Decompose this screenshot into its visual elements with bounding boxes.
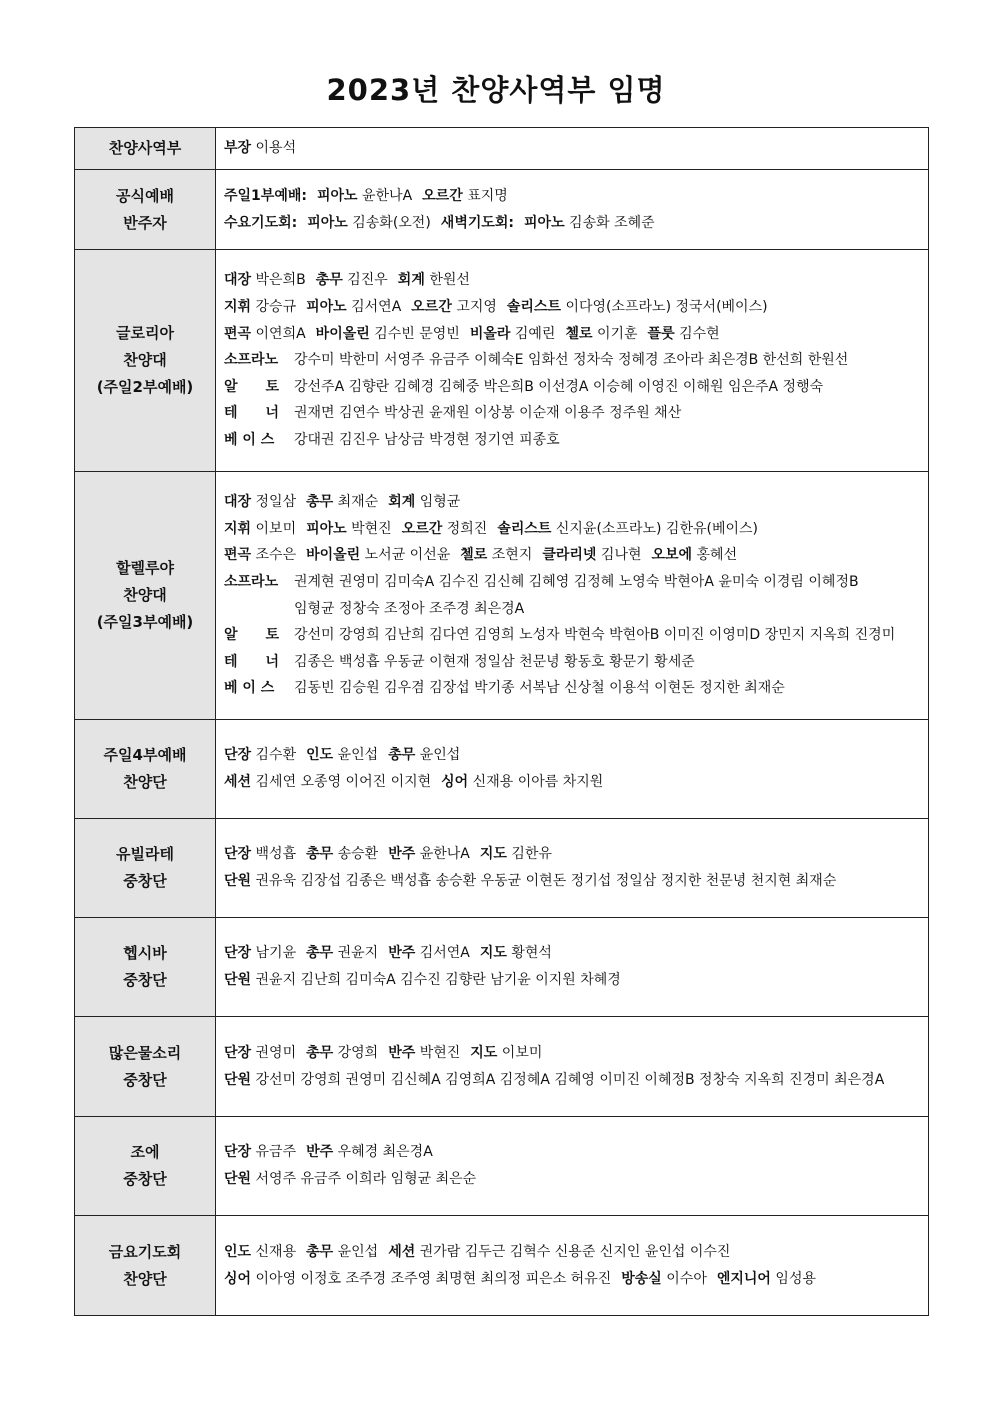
role-entry [441, 774, 603, 790]
section-label [75, 1216, 216, 1316]
role-entry [224, 846, 296, 862]
member-names: 이기훈 [596, 325, 638, 342]
part-line [224, 347, 928, 374]
member-names: 김수현 [679, 325, 720, 342]
member-names: 윤한나A [419, 846, 470, 863]
role-title: 클라리넷 [542, 547, 597, 564]
role-entry [224, 188, 307, 204]
section-content [216, 250, 929, 472]
role-entry [542, 547, 641, 563]
member-names: 김세연 오종영 이어진 이지현 [255, 774, 432, 790]
member-names: 우혜경 최은경A [337, 1144, 433, 1161]
role-title: 피아노 [307, 214, 348, 231]
member-names: 강선미 강영희 김난희 김다연 김영희 노성자 박현숙 박현아B 이미진 이영미D 장민지 지옥희 진경미 [294, 627, 896, 644]
member-names: 김예린 [514, 325, 556, 342]
roster-row [75, 1017, 929, 1117]
role-title: 오르간 [401, 520, 443, 537]
voice-part-label: 알 토 [224, 378, 280, 395]
section-label-line: 중창단 [123, 971, 167, 989]
member-names: 임성용 [775, 1270, 816, 1287]
member-names: 송승환 [337, 846, 379, 863]
section-label-line: 찬양단 [123, 773, 167, 791]
role-title: 오르간 [411, 299, 452, 316]
section-label-line: 중창단 [123, 1170, 167, 1188]
role-entry [388, 1045, 460, 1061]
role-title: 싱어 [224, 1270, 252, 1287]
role-title: 첼로 [460, 547, 488, 564]
role-title: 총무 [388, 747, 416, 764]
section-label-line: 글로리아 [116, 324, 174, 342]
roster-row [75, 720, 929, 819]
member-names: 강수미 박한미 서영주 유금주 이혜숙E 임화선 정차숙 정혜경 조아라 최은경B 한선희 한원선 [294, 352, 849, 369]
member-names: 이수아 [666, 1270, 707, 1287]
member-names: 강승규 [255, 299, 297, 316]
role-entry [224, 140, 296, 156]
voice-part-label: 베 이 스 [224, 431, 275, 448]
section-label [75, 720, 216, 819]
section-content [216, 1216, 929, 1316]
member-names: 김수환 [255, 747, 297, 764]
roster-body [75, 128, 929, 1316]
role-entry [306, 299, 401, 315]
role-entry [224, 972, 621, 988]
role-line [224, 321, 928, 348]
role-title: 인도 [224, 1243, 252, 1260]
role-line [224, 940, 928, 967]
section-label-line: 중창단 [123, 1070, 167, 1089]
member-names: 임형균 정창숙 조정아 조주경 최은경A [294, 600, 525, 617]
role-entry [497, 521, 758, 537]
role-entry [402, 521, 488, 537]
page-title: 2023년 찬양사역부 임명 [326, 73, 666, 107]
role-entry [441, 215, 514, 231]
role-title: 반주 [388, 945, 416, 962]
role-title: 피아노 [306, 299, 347, 316]
role-entry [507, 299, 768, 315]
role-line [224, 294, 928, 321]
role-entry [388, 846, 470, 862]
member-names: 신지윤(소프라노) 김한유(베이스) [555, 520, 758, 537]
role-title: 반주 [388, 1044, 416, 1061]
part-line [224, 675, 928, 702]
member-names: 이다영(소프라노) 정국서(베이스) [565, 299, 768, 316]
role-title: 첼로 [565, 325, 593, 342]
role-entry [470, 326, 556, 342]
role-entry [306, 547, 450, 563]
role-entry [388, 494, 460, 510]
voice-part-label: 테 너 [224, 405, 280, 422]
role-title: 솔리스트 [506, 299, 561, 316]
member-names: 이보미 [255, 520, 297, 537]
member-names: 이아영 이정호 조주경 조주영 최명현 최의정 피은소 허유진 [255, 1270, 612, 1287]
role-entry [224, 215, 297, 231]
role-line [224, 1239, 928, 1266]
part-line [224, 622, 928, 649]
role-entry [388, 945, 470, 961]
role-entry [652, 547, 738, 563]
member-names: 유금주 [255, 1144, 297, 1161]
member-names: 박현진 [351, 520, 392, 537]
role-entry [306, 747, 378, 763]
member-names: 김동빈 김승원 김우겸 김장섭 박기종 서복남 신상철 이용석 이현돈 정지한 최재순 [294, 680, 785, 697]
section-label-line: 헵시바 [123, 944, 167, 962]
role-title: 편곡 [224, 547, 252, 564]
role-entry [224, 774, 431, 790]
role-entry [460, 547, 532, 563]
ministry-roster-table [74, 127, 929, 1316]
role-entry [224, 1072, 884, 1088]
role-title: 총무 [306, 494, 334, 511]
role-title: 회계 [397, 272, 425, 289]
role-entry [524, 215, 655, 231]
role-entry [316, 272, 388, 288]
role-line [224, 967, 928, 994]
section-label-line: 금요기도회 [108, 1242, 182, 1261]
role-entry [306, 945, 378, 961]
role-entry [224, 1045, 296, 1061]
member-names: 조수은 [255, 547, 297, 564]
role-title: 단장 [224, 945, 252, 962]
member-names: 이연희A [255, 325, 306, 342]
role-line [224, 841, 928, 868]
role-entry [306, 1045, 378, 1061]
member-names: 권윤지 김난희 김미숙A 김수진 김향란 남기윤 이지원 차혜경 [255, 972, 621, 988]
role-entry [306, 846, 378, 862]
role-line [224, 183, 928, 210]
section-label-line: 찬양대 [123, 586, 167, 604]
section-label [75, 128, 216, 170]
voice-part-label: 알 토 [224, 627, 280, 644]
role-entry [621, 1271, 707, 1287]
section-label [75, 918, 216, 1017]
role-line [224, 1166, 928, 1193]
role-entry [224, 1271, 611, 1287]
section-label-line: 반주자 [123, 213, 167, 232]
part-line [224, 649, 928, 676]
role-entry [224, 521, 296, 537]
member-names: 한원선 [429, 272, 470, 289]
role-title: 단원 [224, 873, 252, 889]
roster-row [75, 472, 929, 720]
member-names: 윤인섭 [337, 1243, 379, 1260]
role-title: 주일1부예배: [224, 187, 307, 204]
role-entry [411, 299, 497, 315]
role-line [224, 1040, 928, 1067]
role-title: 단원 [224, 1171, 252, 1187]
member-names: 정일삼 [255, 494, 297, 511]
role-title: 새벽기도회: [440, 214, 515, 231]
role-entry [717, 1271, 816, 1287]
voice-part-label: 소프라노 [224, 352, 279, 369]
member-names: 김수빈 문영빈 [374, 325, 460, 342]
section-label [75, 1017, 216, 1117]
member-names: 권가람 김두근 김혁수 신용준 신지인 윤인섭 이수진 [419, 1243, 731, 1260]
member-names: 임형균 [419, 494, 461, 511]
role-line [224, 542, 928, 569]
role-entry [388, 747, 460, 763]
role-line [224, 489, 928, 516]
role-title: 총무 [306, 1044, 334, 1061]
member-names: 권유욱 김장섭 김종은 백성흡 송승환 우동균 이현돈 정기섭 정일삼 정지한 천문녕 천지현 최재순 [255, 873, 837, 889]
role-title: 솔리스트 [497, 520, 552, 537]
roster-row [75, 1117, 929, 1216]
role-title: 지도 [470, 1044, 498, 1061]
role-title: 인도 [306, 747, 334, 764]
role-entry [224, 1171, 476, 1187]
member-names: 홍혜선 [696, 547, 738, 564]
part-line [224, 400, 928, 427]
role-title: 바이올린 [315, 325, 370, 342]
role-entry [565, 326, 637, 342]
role-title: 방송실 [621, 1270, 662, 1287]
member-names: 권영미 [255, 1044, 297, 1061]
role-entry [224, 1244, 296, 1260]
role-line [224, 267, 928, 294]
member-names: 신재용 이아름 차지원 [472, 774, 604, 790]
part-line [224, 374, 928, 401]
role-title: 비올라 [469, 325, 511, 342]
member-names: 정희진 [446, 520, 488, 537]
section-label-line: 찬양사역부 [108, 139, 182, 157]
part-line [224, 569, 928, 596]
role-entry [316, 326, 460, 342]
role-title: 대장 [224, 272, 252, 289]
role-entry [388, 1244, 730, 1260]
member-names: 이용석 [255, 140, 297, 157]
section-label [75, 819, 216, 918]
roster-row [75, 170, 929, 250]
role-title: 총무 [315, 272, 343, 289]
role-title: 피아노 [316, 187, 358, 204]
role-line [224, 769, 928, 796]
member-names: 김서연A [351, 299, 402, 316]
role-title: 단원 [224, 972, 252, 988]
role-title: 총무 [306, 1243, 334, 1260]
role-line [224, 742, 928, 769]
role-line [224, 135, 928, 162]
member-names: 김송화(오전) [352, 214, 431, 231]
section-label-line: 찬양대 [123, 351, 167, 369]
role-title: 바이올린 [306, 547, 361, 564]
member-names: 김진우 [347, 272, 388, 289]
member-names: 강대권 김진우 남상금 박경현 정기연 피종호 [294, 431, 560, 448]
member-names: 윤인섭 [337, 747, 379, 764]
part-line [224, 596, 928, 623]
section-content [216, 720, 929, 819]
section-content [216, 128, 929, 170]
roster-row [75, 128, 929, 170]
section-content [216, 1017, 929, 1117]
role-title: 세션 [388, 1243, 416, 1260]
section-label-line: 주일4부예배 [103, 746, 187, 764]
role-title: 단장 [224, 846, 252, 863]
section-label-line: 유빌라테 [116, 845, 174, 863]
roster-row [75, 250, 929, 472]
section-content [216, 918, 929, 1017]
role-title: 편곡 [224, 325, 252, 342]
member-names: 권계현 권영미 김미숙A 김수진 김신혜 김혜영 김정혜 노영숙 박현아A 윤미숙 이경림 이혜정B [294, 573, 859, 590]
role-entry [317, 188, 412, 204]
member-names: 김종은 백성흡 우동균 이현재 정일삼 천문녕 황동호 황문기 황세준 [294, 653, 695, 670]
role-entry [422, 188, 508, 204]
section-content [216, 170, 929, 250]
role-entry [306, 1144, 433, 1160]
role-title: 지도 [479, 846, 507, 863]
member-names: 권재면 김연수 박상권 윤재원 이상봉 이순재 이용주 정주원 채산 [294, 405, 682, 422]
section-label-line: 중창단 [123, 872, 167, 890]
role-line [224, 1067, 928, 1094]
role-title: 총무 [306, 945, 334, 962]
role-entry [306, 494, 378, 510]
roster-row [75, 1216, 929, 1316]
role-entry [307, 215, 431, 231]
member-names: 이보미 [501, 1044, 543, 1061]
role-title: 엔지니어 [716, 1270, 771, 1287]
member-names: 강선미 강영희 권영미 김신혜A 김영희A 김정혜A 김혜영 이미진 이혜정B 정창숙 지옥희 진경미 최은경A [255, 1071, 885, 1088]
role-entry [224, 272, 306, 288]
member-names: 조현지 [491, 547, 533, 564]
role-entry [224, 747, 296, 763]
role-line [224, 516, 928, 543]
member-names: 강선주A 김향란 김혜경 김혜중 박은희B 이선경A 이승혜 이영진 이해원 임은주A 정행숙 [294, 378, 824, 395]
role-entry [480, 846, 552, 862]
member-names: 표지명 [467, 187, 508, 204]
member-names: 김송화 조혜준 [569, 214, 655, 231]
member-names: 황현석 [511, 945, 552, 962]
member-names: 박은희B [255, 272, 306, 289]
role-title: 회계 [388, 494, 416, 511]
role-line [224, 1266, 928, 1293]
voice-part-label: 베 이 스 [224, 680, 275, 697]
member-names: 신재용 [255, 1243, 297, 1260]
role-title: 피아노 [524, 214, 565, 231]
role-line [224, 1139, 928, 1166]
member-names: 김나현 [600, 547, 642, 564]
role-title: 반주 [388, 846, 416, 863]
section-label-line: 찬양단 [123, 1269, 167, 1288]
section-label-line: 공식예배 [116, 186, 174, 205]
section-label [75, 1117, 216, 1216]
role-entry [648, 326, 720, 342]
member-names: 윤한나A [362, 187, 413, 204]
member-names: 최재순 [337, 494, 379, 511]
section-content [216, 819, 929, 918]
role-title: 대장 [224, 494, 252, 511]
member-names: 김한유 [511, 846, 552, 863]
section-label-line: 많은물소리 [108, 1043, 182, 1062]
section-label [75, 472, 216, 720]
roster-row [75, 819, 929, 918]
role-entry [224, 873, 836, 889]
voice-part-label: 소프라노 [224, 573, 279, 590]
role-line [224, 868, 928, 895]
role-title: 반주 [306, 1144, 334, 1161]
role-entry [224, 326, 306, 342]
role-title: 부장 [224, 140, 252, 157]
role-entry [470, 1045, 542, 1061]
section-label-line: (주일3부예배) [96, 613, 194, 631]
section-label-line: 조에 [130, 1143, 160, 1161]
role-title: 수요기도회: [224, 214, 298, 231]
member-names: 권윤지 [337, 945, 379, 962]
section-content [216, 472, 929, 720]
member-names: 윤인섭 [419, 747, 461, 764]
member-names: 강영희 [337, 1044, 379, 1061]
role-entry [224, 494, 296, 510]
member-names: 박현진 [419, 1044, 461, 1061]
section-label [75, 250, 216, 472]
role-entry [224, 1144, 296, 1160]
section-label-line: (주일2부예배) [96, 378, 194, 396]
role-title: 오르간 [422, 187, 463, 204]
role-entry [224, 547, 296, 563]
member-names: 백성흡 [255, 846, 297, 863]
role-title: 지휘 [224, 520, 252, 537]
member-names: 김서연A [419, 945, 470, 962]
section-label-line: 할렐루야 [116, 559, 174, 577]
role-title: 피아노 [306, 520, 347, 537]
role-title: 싱어 [441, 774, 469, 790]
role-entry [224, 945, 296, 961]
role-title: 단장 [224, 747, 252, 764]
role-title: 세션 [224, 774, 252, 790]
member-names: 고지영 [456, 299, 497, 316]
role-title: 단원 [224, 1071, 252, 1088]
voice-part-label: 테 너 [224, 653, 280, 670]
roster-row [75, 918, 929, 1017]
role-title: 지도 [479, 945, 507, 962]
member-names: 서영주 유금주 이희라 임형균 최은순 [255, 1171, 477, 1187]
role-title: 플룻 [647, 325, 675, 342]
member-names: 남기윤 [255, 945, 297, 962]
role-entry [480, 945, 552, 961]
part-line [224, 427, 928, 454]
role-title: 단장 [224, 1044, 252, 1061]
role-entry [224, 299, 296, 315]
member-names: 노서균 이선윤 [364, 547, 451, 564]
role-entry [306, 1244, 378, 1260]
role-title: 총무 [306, 846, 334, 863]
section-content [216, 1117, 929, 1216]
role-entry [398, 272, 470, 288]
role-title: 지휘 [224, 299, 252, 316]
role-title: 단장 [224, 1144, 252, 1161]
role-title: 오보에 [651, 547, 693, 564]
role-entry [306, 521, 392, 537]
section-label [75, 170, 216, 250]
role-line [224, 210, 928, 237]
